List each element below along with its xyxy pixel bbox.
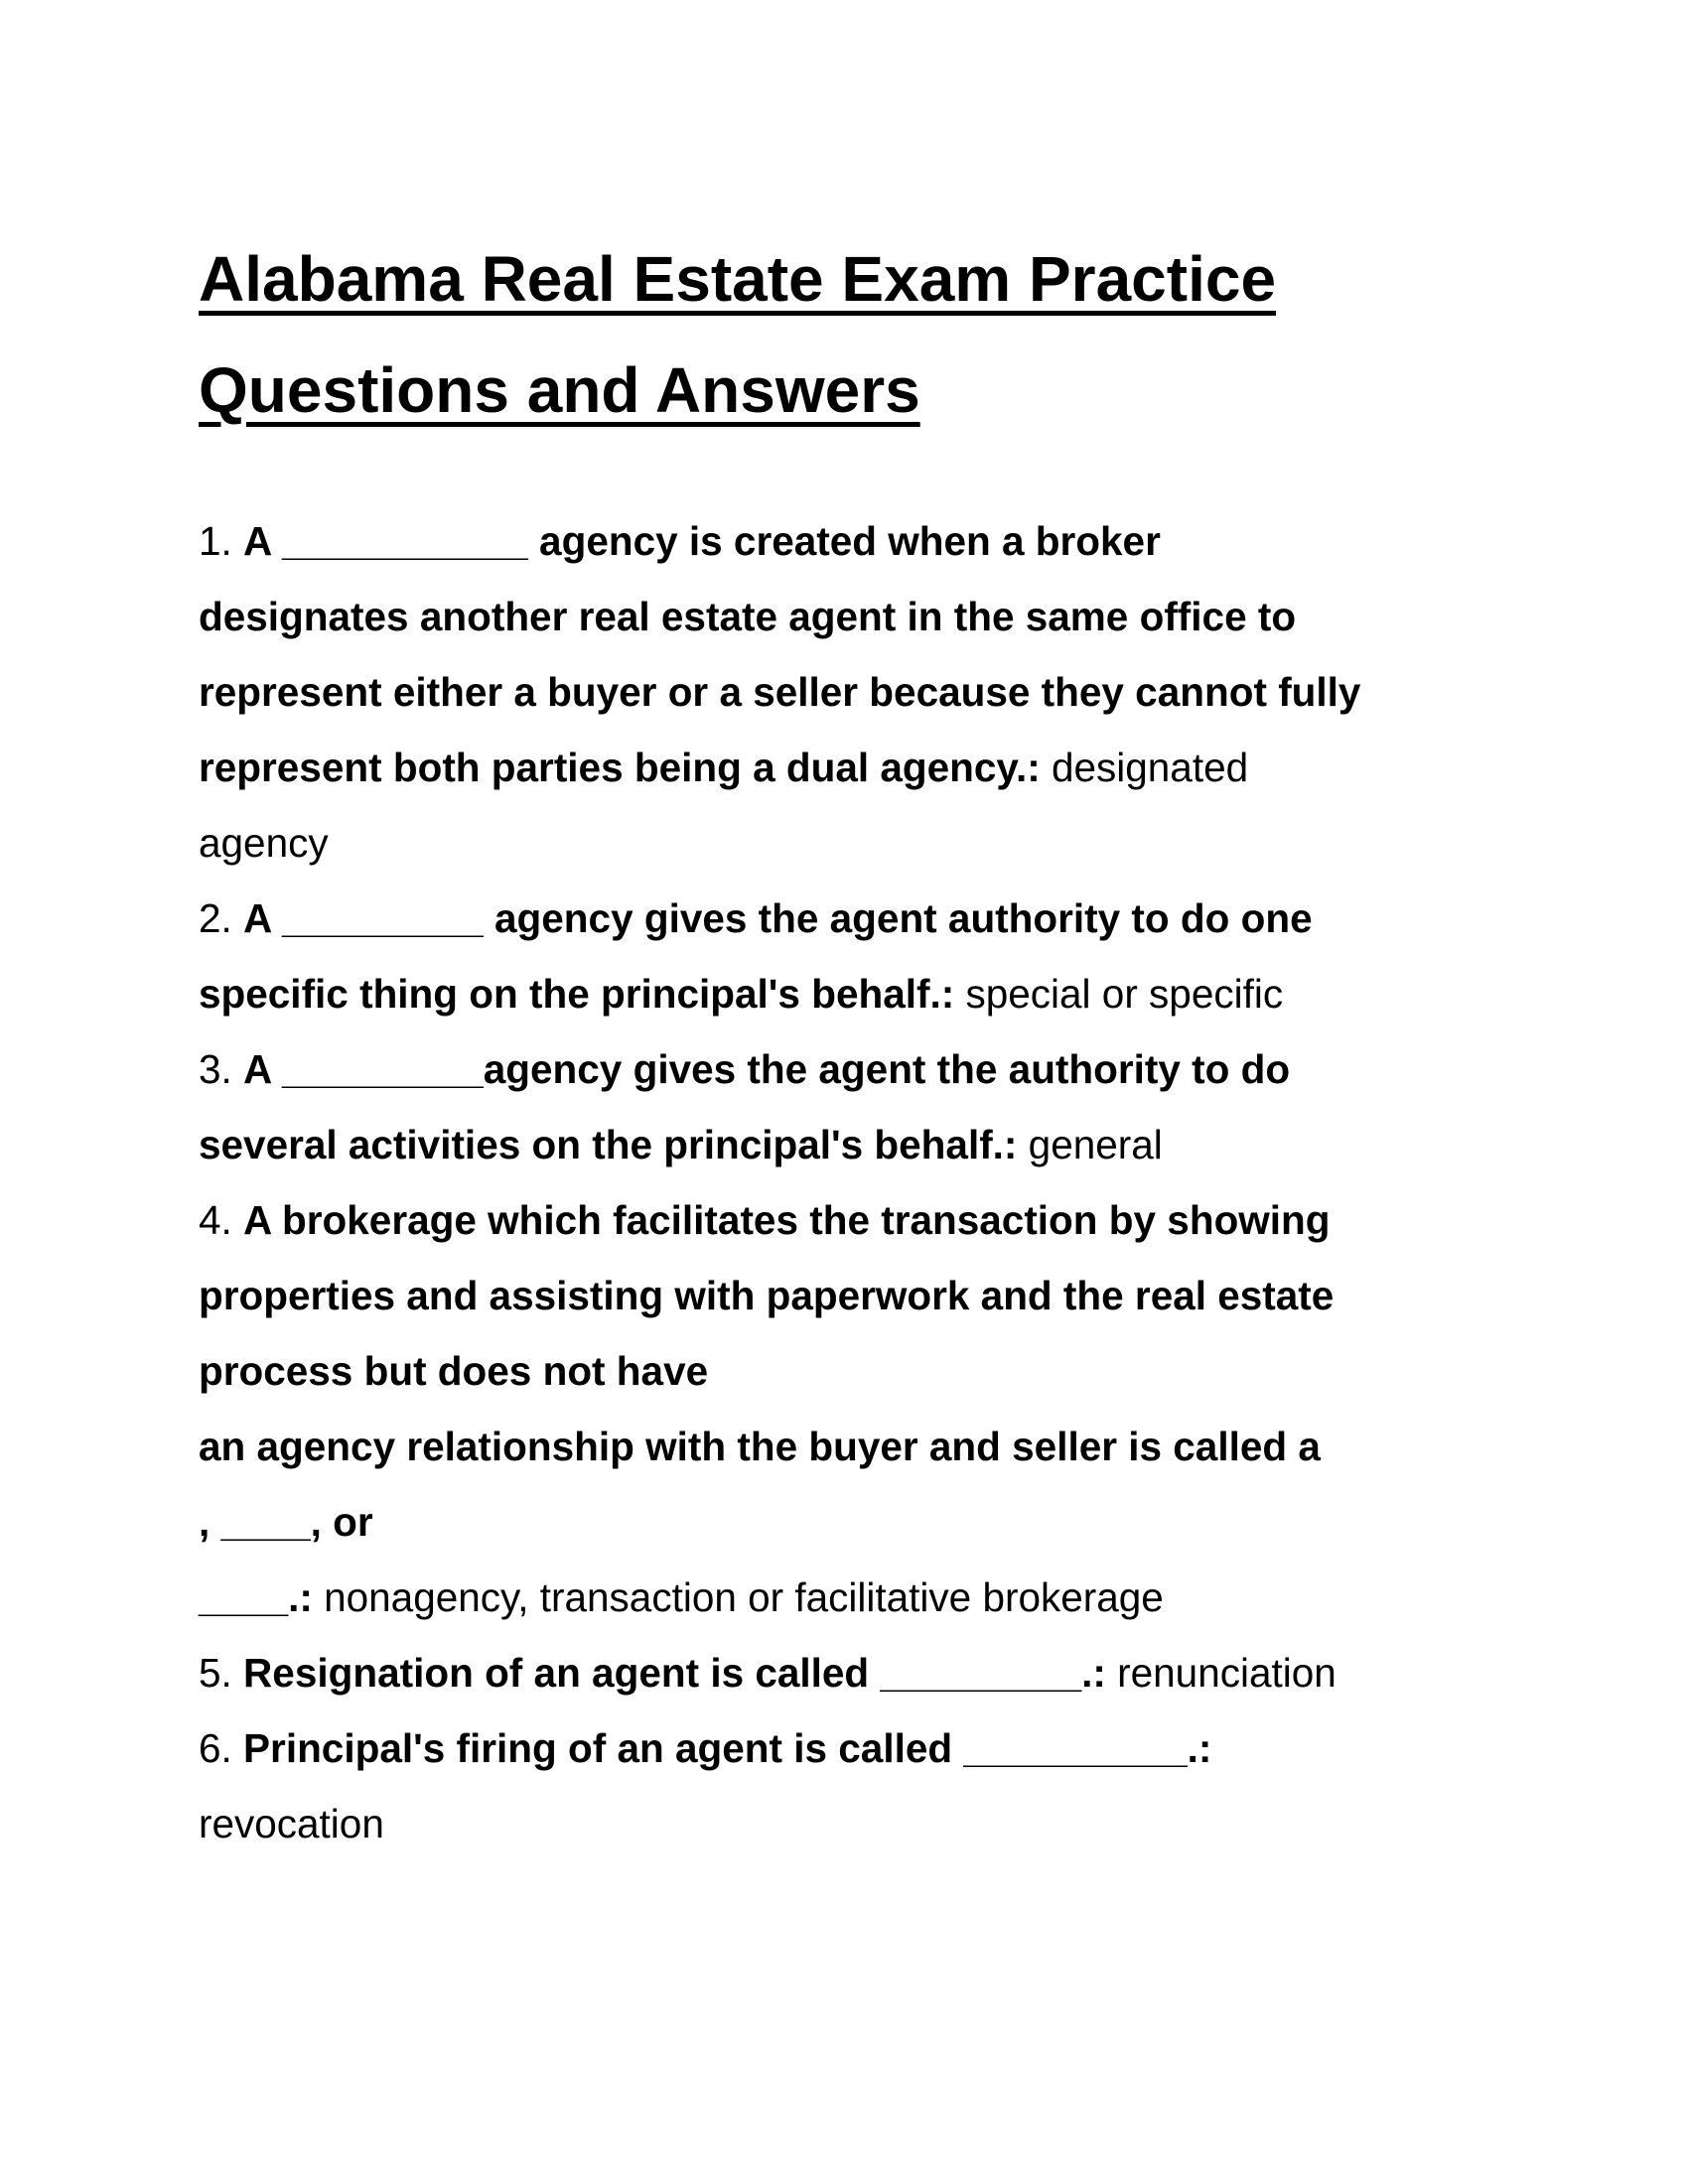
question-text: Resignation of an agent is called _________.:: [243, 1650, 1106, 1696]
question-text: represent both parties being a dual agency.:: [199, 745, 1041, 790]
question-text: designates another real estate agent in the same office to: [199, 594, 1297, 639]
title-line-2: Questions and Answers: [199, 354, 920, 426]
question-text: A brokerage which facilitates the transaction by showing: [243, 1197, 1331, 1243]
answer-text: designated: [1040, 745, 1249, 790]
question-number: 3.: [199, 1046, 232, 1092]
question-text: process but does not have: [199, 1348, 709, 1394]
question-text: specific thing on the principal's behalf.:: [199, 971, 955, 1017]
question-list: [199, 503, 1489, 1861]
question-number: 2.: [199, 895, 232, 941]
question-text: A _________ agency gives the agent authority to do one: [243, 895, 1313, 941]
question-text: represent either a buyer or a seller because they cannot fully: [199, 669, 1361, 715]
question-item-4: [199, 1182, 1489, 1635]
document-page: [199, 223, 1489, 1861]
question-text: several activities on the principal's behalf.:: [199, 1122, 1018, 1167]
question-item-6: [199, 1710, 1489, 1861]
question-item-5: [199, 1635, 1489, 1710]
question-number: 1.: [199, 518, 232, 564]
question-text: ____.:: [199, 1574, 313, 1620]
question-text: A _________agency gives the agent the authority to do: [243, 1046, 1291, 1092]
question-number: 6.: [199, 1725, 232, 1771]
document-title: [199, 223, 1489, 446]
answer-text: nonagency, transaction or facilitative brokerage: [312, 1574, 1164, 1620]
question-text: A ___________ agency is created when a broker: [243, 518, 1161, 564]
question-item-1: [199, 503, 1489, 881]
question-text: properties and assisting with paperwork and the real estate: [199, 1273, 1335, 1318]
question-text: , ____, or: [199, 1499, 373, 1545]
question-number: 5.: [199, 1650, 232, 1696]
title-line-1: Alabama Real Estate Exam Practice: [199, 243, 1277, 315]
question-item-3: [199, 1031, 1489, 1182]
question-text: Principal's firing of an agent is called __________.:: [243, 1725, 1212, 1771]
answer-text: agency: [199, 820, 329, 866]
answer-text: revocation: [199, 1801, 384, 1846]
question-item-2: [199, 881, 1489, 1031]
question-text: an agency relationship with the buyer and seller is called a: [199, 1424, 1321, 1469]
answer-text: general: [1017, 1122, 1163, 1167]
question-number: 4.: [199, 1197, 232, 1243]
answer-text: renunciation: [1105, 1650, 1336, 1696]
answer-text: special or specific: [954, 971, 1284, 1017]
